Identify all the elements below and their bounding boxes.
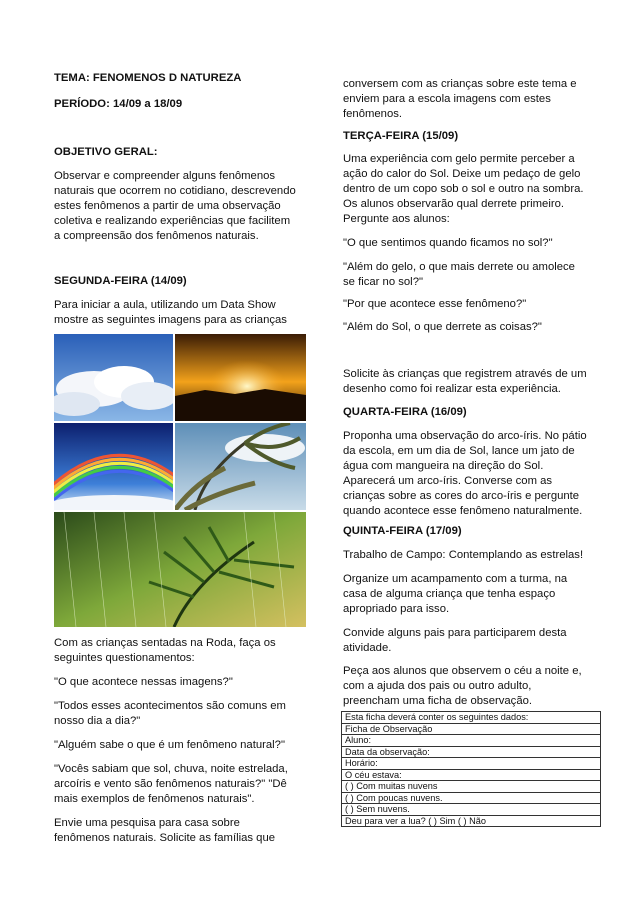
terca-line: dentro de um copo sob o sol e outro na sombra. xyxy=(343,183,584,195)
objetivo-heading: OBJETIVO GERAL: xyxy=(54,146,158,158)
table-cell: ( ) Com poucas nuvens. xyxy=(342,792,601,804)
table-row xyxy=(342,792,601,804)
terca-question-4: "Além do Sol, o que derrete as coisas?" xyxy=(343,321,542,333)
table-row xyxy=(342,781,601,793)
question-4-line: "Vocês sabiam que sol, chuva, noite estrelada, xyxy=(54,763,288,775)
terca-question-2-line: "Além do gelo, o que mais derrete ou amolece xyxy=(343,261,575,273)
table-row xyxy=(342,769,601,781)
table-cell: Ficha de Observação xyxy=(342,723,601,735)
question-4-line: arcoíris e vento são fenômenos naturais?" "Dê xyxy=(54,778,287,790)
windy-palms-image xyxy=(175,423,306,510)
question-2-line: nosso dia a dia?" xyxy=(54,715,141,727)
rainbow-image xyxy=(54,423,173,510)
observation-form-table xyxy=(341,711,601,827)
peca-line: Peça aos alunos que observem o céu a noite e, xyxy=(343,665,582,677)
quarta-line: crianças sobre as cores do arco-íris e pergunte xyxy=(343,490,580,502)
organize-line: apropriado para isso. xyxy=(343,603,450,615)
terca-question-3: "Por que acontece esse fenômeno?" xyxy=(343,298,527,310)
organize-line: casa de alguma criança que tenha espaço xyxy=(343,588,556,600)
convide-line: atividade. xyxy=(343,642,392,654)
terca-line: Uma experiência com gelo permite perceber a xyxy=(343,153,575,165)
terca-question-2-line: se ficar no sol?" xyxy=(343,276,423,288)
table-cell: Aluno: xyxy=(342,735,601,747)
objetivo-line: a compreensão dos fenômenos naturais. xyxy=(54,230,259,242)
table-cell: ( ) Sem nuvens. xyxy=(342,804,601,816)
quarta-line: água com mangueira na direção do Sol. xyxy=(343,460,544,472)
continuation-line: fenômenos. xyxy=(343,108,403,120)
quinta-heading: QUINTA-FEIRA (17/09) xyxy=(343,525,462,537)
objetivo-line: naturais que ocorrem no cotidiano, descrevendo xyxy=(54,185,296,197)
terca-question-1: "O que sentimos quando ficamos no sol?" xyxy=(343,237,553,249)
terca-line: ação do calor do Sol. Deixe um pedaço de gelo xyxy=(343,168,581,180)
quarta-line: Aparecerá um arco-íris. Converse com as xyxy=(343,475,553,487)
segunda-heading: SEGUNDA-FEIRA (14/09) xyxy=(54,275,187,287)
table-row xyxy=(342,723,601,735)
table-cell: Horário: xyxy=(342,758,601,770)
solicite-line: Solicite às crianças que registrem através de um xyxy=(343,368,587,380)
table-cell: O céu estava: xyxy=(342,769,601,781)
table-row xyxy=(342,735,601,747)
quarta-line: Proponha uma observação do arco-íris. No pátio xyxy=(343,430,587,442)
roda-line: Com as crianças sentadas na Roda, faça os xyxy=(54,637,276,649)
quinta-line: Trabalho de Campo: Contemplando as estrelas! xyxy=(343,549,584,561)
table-row xyxy=(342,746,601,758)
segunda-line: mostre as seguintes imagens para as crianças xyxy=(54,314,287,326)
roda-line: seguintes questionamentos: xyxy=(54,652,195,664)
table-row xyxy=(342,758,601,770)
terca-line: Pergunte aos alunos: xyxy=(343,213,450,225)
quarta-line: quando acontece esse fenômeno naturalmente. xyxy=(343,505,583,517)
tema-heading: TEMA: FENOMENOS D NATUREZA xyxy=(54,72,242,84)
terca-heading: TERÇA-FEIRA (15/09) xyxy=(343,130,459,142)
convide-line: Convide alguns pais para participarem desta xyxy=(343,627,567,639)
question-4-line: mais exemplos de fenômenos naturais". xyxy=(54,793,255,805)
table-row xyxy=(342,815,601,827)
objetivo-line: coletiva e realizando experiências que facilitem xyxy=(54,215,291,227)
envie-line: fenômenos naturais. Solicite as famílias que xyxy=(54,832,276,844)
quarta-heading: QUARTA-FEIRA (16/09) xyxy=(343,406,467,418)
table-row xyxy=(342,712,601,724)
periodo-heading: PERÍODO: 14/09 a 18/09 xyxy=(54,98,183,110)
question-3: "Alguém sabe o que é um fenômeno natural?" xyxy=(54,739,285,751)
sunset-image xyxy=(175,334,306,421)
segunda-line: Para iniciar a aula, utilizando um Data Show xyxy=(54,299,276,311)
organize-line: Organize um acampamento com a turma, na xyxy=(343,573,568,585)
question-1: "O que acontece nessas imagens?" xyxy=(54,676,233,688)
quarta-line: da escola, em um dia de Sol, lance um jato de xyxy=(343,445,575,457)
peca-line: com a ajuda dos pais ou outro adulto, xyxy=(343,680,532,692)
solicite-line: desenho como foi realizar esta experiência. xyxy=(343,383,561,395)
rain-fern-image xyxy=(54,512,306,627)
table-cell: Data da observação: xyxy=(342,746,601,758)
table-cell: ( ) Com muitas nuvens xyxy=(342,781,601,793)
continuation-line: conversem com as crianças sobre este tema e xyxy=(343,78,577,90)
table-row xyxy=(342,804,601,816)
envie-line: Envie uma pesquisa para casa sobre xyxy=(54,817,240,829)
terca-line: Os alunos observarão qual derrete primeiro. xyxy=(343,198,565,210)
continuation-line: enviem para a escola imagens com estes xyxy=(343,93,551,105)
clouds-image xyxy=(54,334,173,421)
question-2-line: "Todos esses acontecimentos são comuns em xyxy=(54,700,286,712)
objetivo-line: estes fenômenos a partir de uma observação xyxy=(54,200,281,212)
table-cell: Deu para ver a lua? ( ) Sim ( ) Não xyxy=(342,815,601,827)
peca-line: preencham uma ficha de observação. xyxy=(343,695,533,707)
table-cell: Esta ficha deverá conter os seguintes dados: xyxy=(342,712,601,724)
objetivo-line: Observar e compreender alguns fenômenos xyxy=(54,170,276,182)
